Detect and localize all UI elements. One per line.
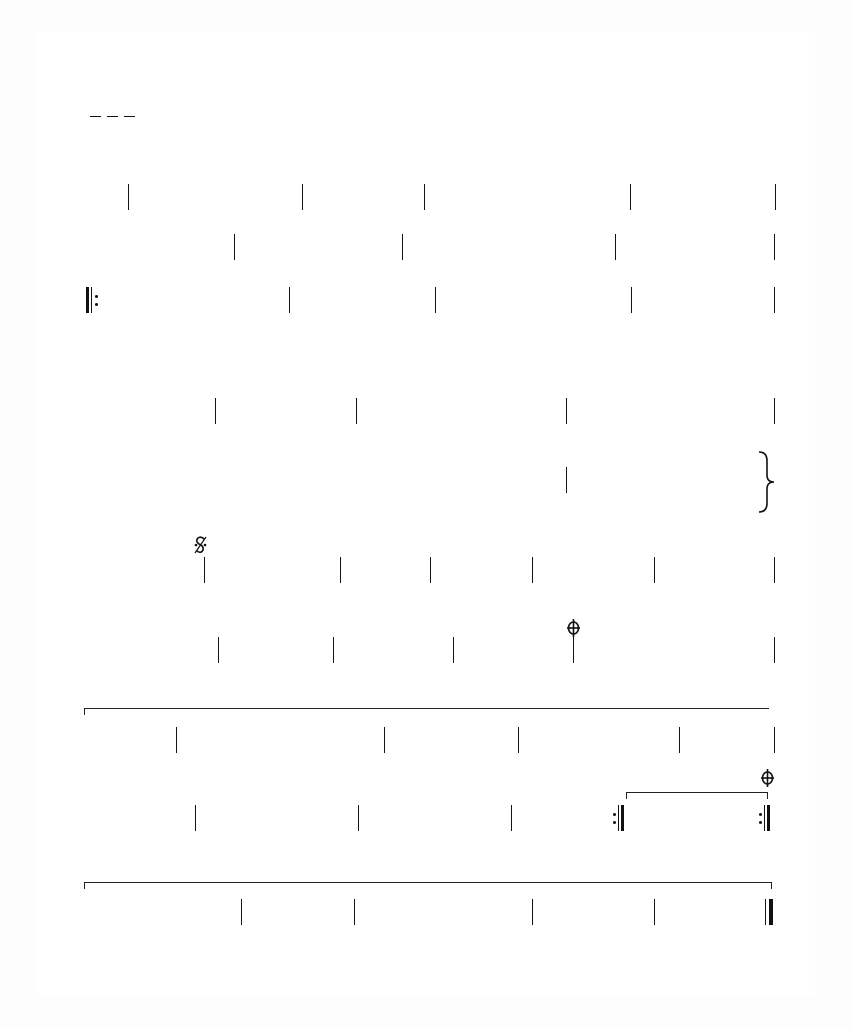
measure — [567, 470, 639, 500]
measure — [567, 401, 774, 431]
measure — [216, 401, 356, 431]
time-signature-1 — [90, 115, 101, 118]
system-1 — [0, 187, 852, 217]
measure — [436, 290, 631, 320]
bar-line — [774, 557, 775, 583]
bar-line — [774, 727, 775, 753]
time-signature-3 — [124, 115, 135, 118]
system-6 — [0, 640, 852, 670]
measure — [631, 187, 775, 217]
measure — [574, 640, 774, 670]
measure — [303, 187, 424, 217]
ending-phrase-bracket — [84, 882, 772, 889]
measure — [76, 401, 215, 431]
measure — [196, 808, 358, 838]
measure — [533, 560, 654, 590]
coda-icon — [760, 768, 775, 788]
system-5 — [0, 560, 852, 590]
measure — [357, 470, 566, 500]
measure — [512, 808, 612, 838]
time-signature-numerator — [107, 115, 118, 117]
measure — [76, 808, 195, 838]
measure — [76, 640, 218, 670]
measure — [219, 640, 333, 670]
measure — [519, 730, 679, 760]
first-ending-bracket — [84, 708, 769, 715]
measure — [334, 640, 453, 670]
measure — [78, 237, 234, 267]
measure — [129, 187, 302, 217]
system-9 — [0, 902, 852, 932]
measure — [76, 560, 204, 590]
system-4-verse2-variant — [0, 470, 852, 500]
coda-icon — [566, 618, 581, 638]
measure — [76, 902, 241, 932]
measure — [385, 730, 518, 760]
time-signature-2 — [107, 115, 118, 118]
measure — [655, 902, 762, 932]
measure — [403, 237, 615, 267]
sheet-background — [35, 32, 815, 994]
final-barline — [765, 899, 781, 925]
measure — [431, 560, 532, 590]
bar-line — [774, 287, 775, 313]
bar-line — [774, 398, 775, 424]
segno-icon — [193, 535, 208, 555]
measure — [242, 902, 354, 932]
measure — [355, 902, 532, 932]
measure — [341, 560, 430, 590]
measure — [425, 187, 630, 217]
system-3 — [0, 290, 852, 320]
measure — [78, 187, 128, 217]
repeat-start-barline — [86, 287, 102, 313]
system-2 — [0, 237, 852, 267]
measure — [104, 290, 289, 320]
measure — [655, 560, 774, 590]
key-and-meter — [84, 115, 135, 118]
measure — [631, 808, 758, 838]
measure — [359, 808, 511, 838]
bar-line — [774, 234, 775, 260]
measure — [454, 640, 573, 670]
system-7 — [0, 730, 852, 760]
verse-brace-icon — [757, 450, 777, 514]
measure — [533, 902, 654, 932]
measure — [235, 237, 402, 267]
time-signature-numerator — [90, 115, 101, 117]
measure — [205, 560, 340, 590]
repeat-end-barline — [613, 805, 629, 831]
measure — [290, 290, 435, 320]
measure — [357, 401, 566, 431]
system-8 — [0, 808, 852, 838]
measure — [680, 730, 774, 760]
time-signature-numerator — [124, 115, 135, 117]
bar-line — [774, 637, 775, 663]
measure — [76, 730, 176, 760]
system-4 — [0, 401, 852, 431]
second-ending-bracket — [626, 792, 768, 799]
repeat-end-barline — [759, 805, 775, 831]
bar-line — [775, 184, 776, 210]
measure — [632, 290, 774, 320]
measure — [177, 730, 384, 760]
measure — [616, 237, 774, 267]
